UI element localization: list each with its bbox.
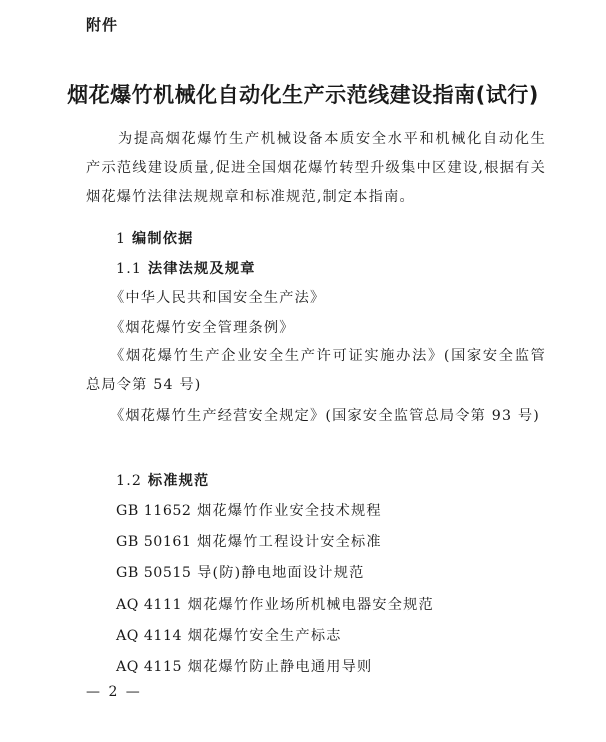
section-1-1-number: 1.1: [116, 261, 143, 277]
law-item: 《烟花爆竹安全管理条例》: [110, 320, 295, 336]
section-1-heading: [116, 228, 546, 250]
standard-item: [116, 625, 546, 647]
standard-code: AQ 4114: [116, 628, 182, 644]
standard-name: 烟花爆竹作业场所机械电器安全规范: [187, 597, 434, 613]
section-1-2-title: 标准规范: [147, 473, 210, 489]
standard-code: GB 50515: [116, 565, 192, 581]
section-1-2-number: 1.2: [116, 473, 143, 489]
standard-item: [116, 500, 546, 522]
section-1-title: 编制依据: [131, 231, 194, 247]
section-1-number: 1: [116, 231, 127, 247]
law-item: 《中华人民共和国安全生产法》: [110, 290, 326, 306]
standard-name: 烟花爆竹工程设计安全标准: [197, 534, 382, 550]
law-item: 《烟花爆竹生产企业安全生产许可证实施办法》(国家安全监管总局令第 54 号): [86, 348, 546, 393]
standard-item: [116, 656, 546, 678]
standard-name: 导(防)静电地面设计规范: [197, 565, 365, 581]
standard-name: 烟花爆竹安全生产标志: [187, 628, 342, 644]
intro-paragraph: 为提高烟花爆竹生产机械设备本质安全水平和机械化自动化生产示范线建设质量,促进全国烟花爆竹转型升级集中区建设,根据有关烟花爆竹法律法规规章和标准规范,制定本指南。: [86, 131, 546, 205]
standard-item: [116, 531, 546, 553]
section-1-1-heading: [116, 258, 546, 280]
standard-name: 烟花爆竹防止静电通用导则: [187, 659, 373, 675]
standard-item: [116, 594, 546, 616]
standard-code: GB 11652: [116, 503, 192, 519]
standard-item: [116, 562, 546, 584]
law-item: 《烟花爆竹生产经营安全规定》(国家安全监管总局令第 93 号): [110, 408, 541, 424]
section-1-1-title: 法律法规及规章: [147, 261, 256, 277]
standard-name: 烟花爆竹作业安全技术规程: [197, 503, 382, 519]
document-title: 烟花爆竹机械化自动化生产示范线建设指南(试行): [67, 83, 539, 107]
section-1-2-heading: [116, 470, 546, 492]
page-number: — 2 —: [86, 684, 142, 700]
standard-code: AQ 4111: [116, 597, 182, 613]
attachment-label: 附件: [86, 16, 119, 34]
standard-code: AQ 4115: [116, 659, 182, 675]
standard-code: GB 50161: [116, 534, 192, 550]
